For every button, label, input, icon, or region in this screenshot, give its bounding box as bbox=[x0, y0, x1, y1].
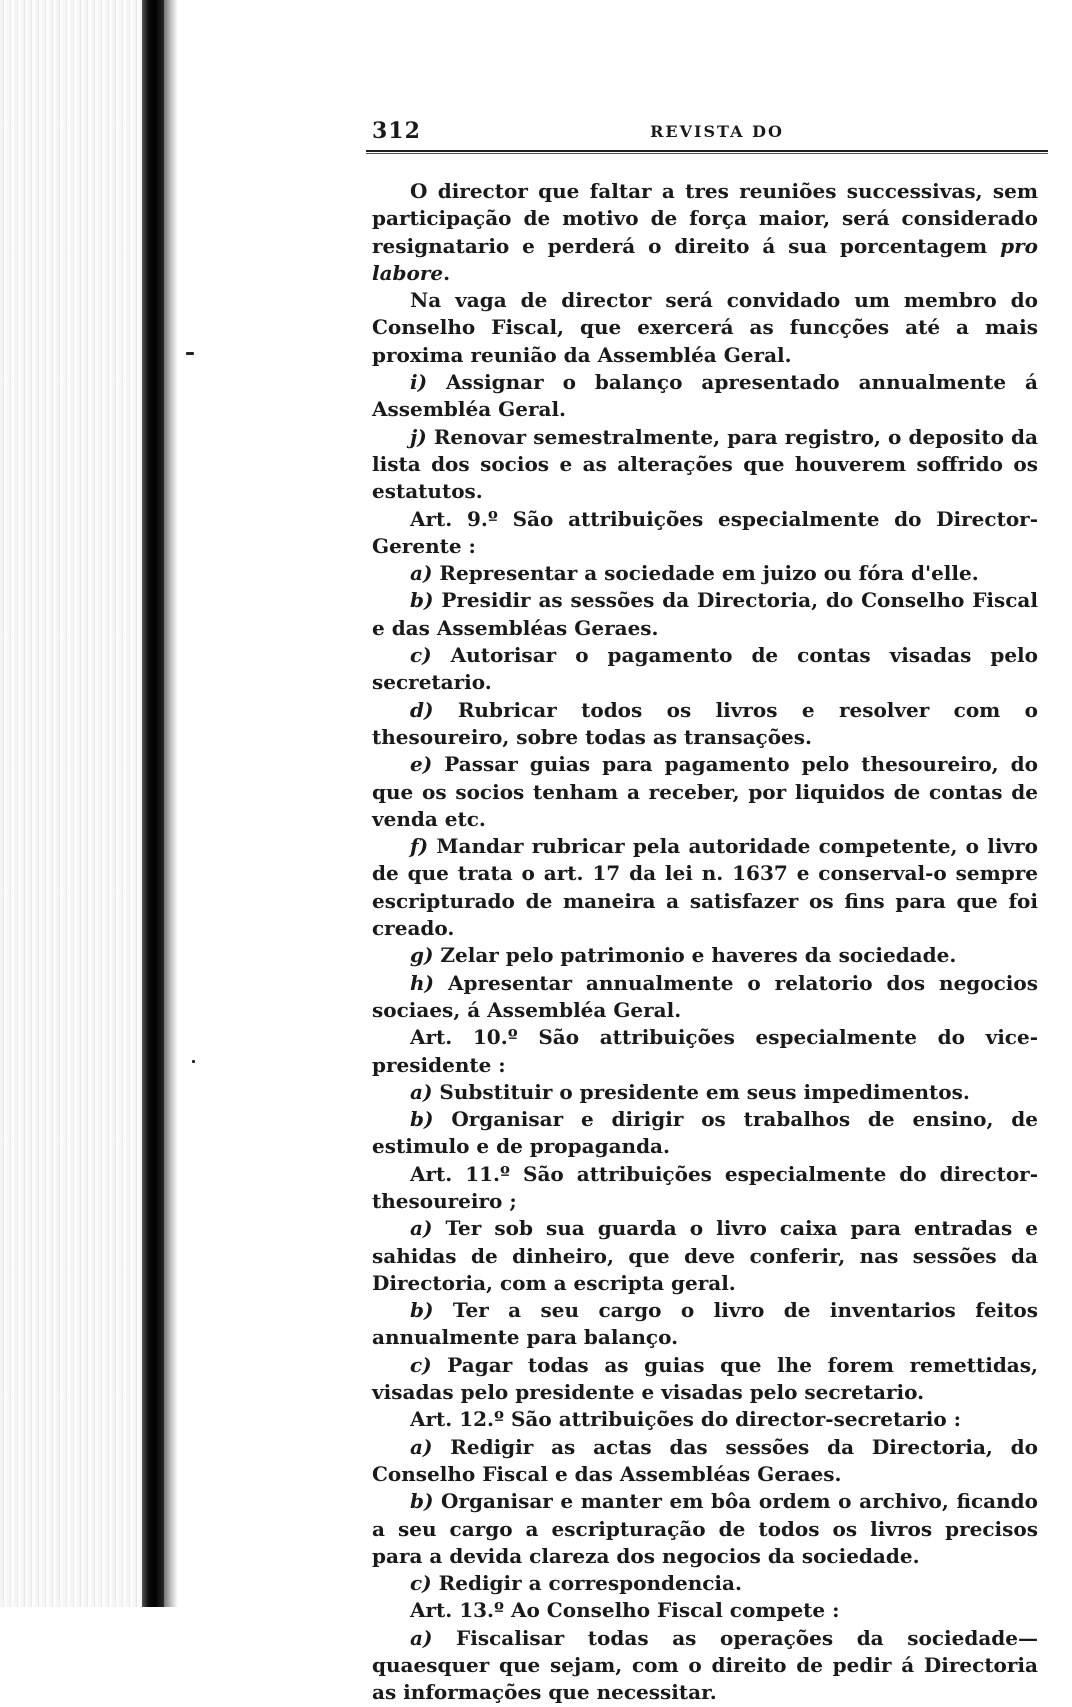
body-text bbox=[372, 178, 1038, 1707]
paragraph: Na vaga de director será convidado um membro do Conselho Fiscal, que exercerá as funcções até a mais proxima reunião da Assembléa Geral. bbox=[372, 288, 1038, 367]
book-spine-shadow bbox=[142, 0, 164, 1607]
page-fold-shadow bbox=[164, 0, 178, 1607]
list-item: j) Renovar semestralmente, para registro, o deposito da lista dos socios e as alterações que houverem soffrido os estatutos. bbox=[372, 424, 1038, 504]
list-item: b) Organisar e manter em bôa ordem o archivo, ficando a seu cargo a escripturação de todos os livros precisos para a devida clareza dos negocios da sociedade. bbox=[372, 1489, 1038, 1568]
list-item: b) Presidir as sessões da Directoria, do Conselho Fiscal e das Assembléas Geraes. bbox=[372, 588, 1038, 640]
margin-speck bbox=[186, 352, 194, 355]
list-item: a) Ter sob sua guarda o livro caixa para entradas e sahidas de dinheiro, que deve conferir, nas sessões da Directoria, com a escripta geral. bbox=[372, 1216, 1038, 1295]
article-heading: Art. 9.º São attribuições especialmente do Director-Gerente : bbox=[372, 506, 1038, 558]
article-heading: Art. 12.º São attribuições do director-secretario : bbox=[410, 1407, 962, 1432]
list-item: c) Autorisar o pagamento de contas visadas pelo secretario. bbox=[372, 643, 1038, 695]
list-item: c) Redigir a correspondencia. bbox=[410, 1571, 742, 1596]
header-rule bbox=[366, 150, 1048, 156]
page-number: 312 bbox=[372, 118, 421, 144]
list-item: b) Organisar e dirigir os trabalhos de ensino, de estimulo e de propaganda. bbox=[372, 1107, 1039, 1159]
list-item: i) Assignar o balanço apresentado annualmente á Assembléa Geral. bbox=[372, 370, 1039, 422]
article-heading: Art. 10.º São attribuições especialmente do vice-presidente : bbox=[372, 1025, 1039, 1077]
facing-page-edge bbox=[0, 0, 142, 1607]
list-item: f) Mandar rubricar pela autoridade competente, o livro de que trata o art. 17 da lei n. 1637 e conserval-o sempre escripturado de maneira a satisfazer os fins para que foi creado. bbox=[372, 834, 1038, 941]
list-item: c) Pagar todas as guias que lhe forem remettidas, visadas pelo presidente e visadas pelo secretario. bbox=[372, 1352, 1038, 1405]
list-item: b) Ter a seu cargo o livro de inventarios feitos annualmente para balanço. bbox=[372, 1298, 1038, 1350]
list-item: e) Passar guias para pagamento pelo thesoureiro, do que os socios tenham a receber, por liquidos de contas de venda etc. bbox=[372, 752, 1039, 831]
latin-phrase: pro labore bbox=[372, 233, 1038, 285]
book-binding bbox=[0, 0, 200, 1607]
book-page bbox=[372, 118, 1038, 1707]
article-heading: Art. 13.º Ao Conselho Fiscal compete : bbox=[410, 1598, 840, 1623]
paragraph: O director que faltar a tres reuniões successivas, sem participação de motivo de força maior, será considerado resignatario e perderá o direito á sua porcentagem pro labore. bbox=[372, 179, 1038, 285]
article-heading: Art. 11.º São attribuições especialmente do director-thesoureiro ; bbox=[372, 1161, 1039, 1213]
list-item: a) Redigir as actas das sessões da Directoria, do Conselho Fiscal e das Assembléas Geraes. bbox=[372, 1434, 1038, 1486]
list-item: g) Zelar pelo patrimonio e haveres da sociedade. bbox=[410, 943, 957, 968]
running-head-title: REVISTA DO bbox=[650, 122, 784, 141]
list-item: a) Substituir o presidente em seus impedimentos. bbox=[410, 1079, 970, 1104]
list-item: a) Representar a sociedade em juizo ou fóra d'elle. bbox=[410, 561, 979, 586]
margin-speck bbox=[192, 1060, 195, 1063]
list-item: h) Apresentar annualmente o relatorio dos negocios sociaes, á Assembléa Geral. bbox=[372, 970, 1038, 1022]
list-item: d) Rubricar todos os livros e resolver com o thesoureiro, sobre todas as transações. bbox=[372, 697, 1039, 749]
running-head bbox=[372, 118, 1038, 148]
list-item: a) Fiscalisar todas as operações da sociedade—quaesquer que sejam, com o direito de pedir á Directoria as informações que necessitar. bbox=[372, 1625, 1039, 1705]
